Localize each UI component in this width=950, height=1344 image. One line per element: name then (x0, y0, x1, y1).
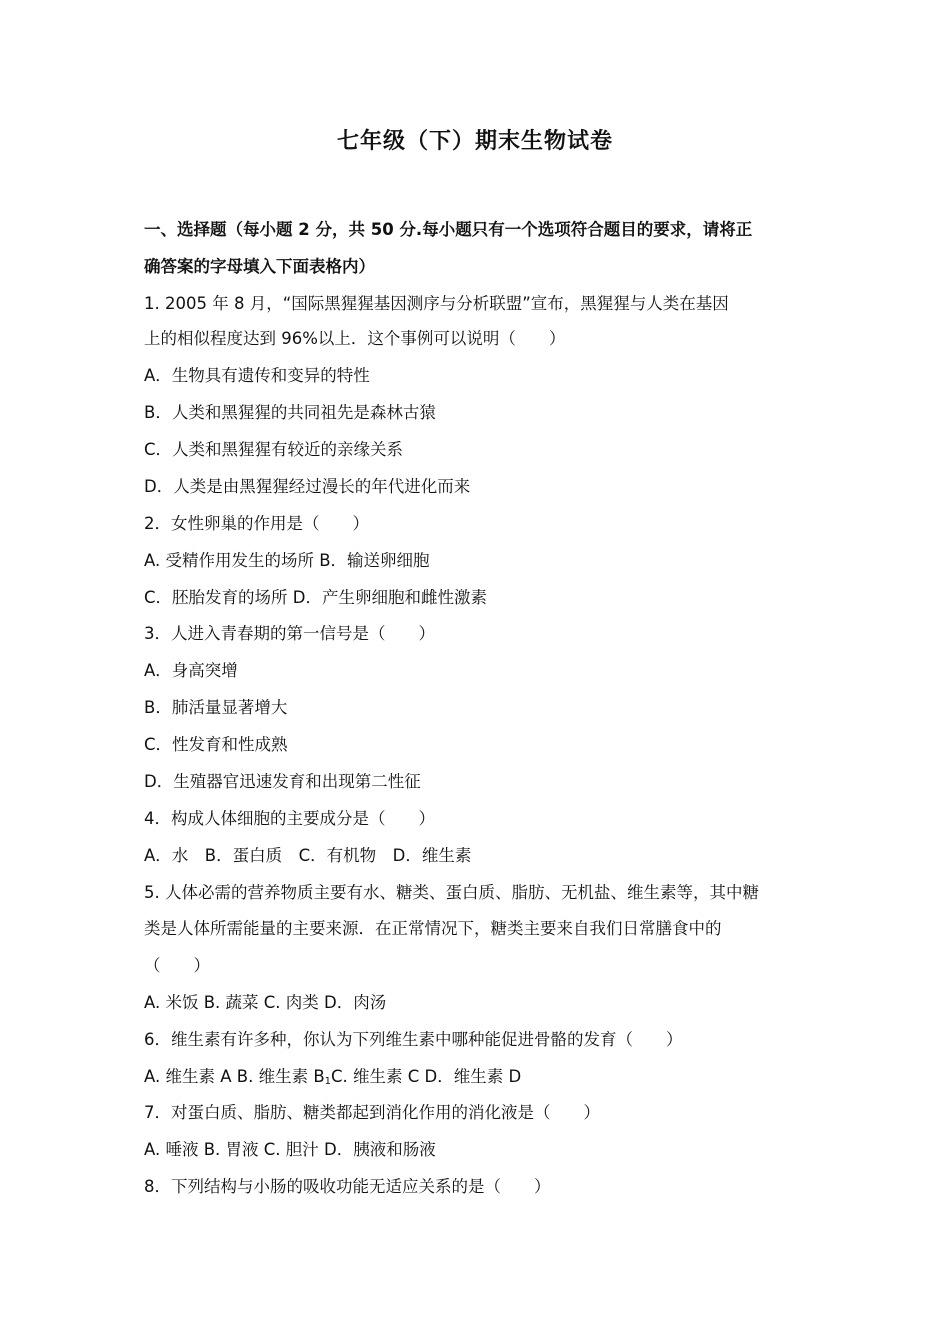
q2-options-line-1: A. 受精作用发生的场所 B．输送卵细胞 (144, 551, 430, 570)
q7-options: A. 唾液 B. 胃液 C. 胆汁 D．胰液和肠液 (144, 1140, 436, 1159)
q6-options-post: C. 维生素 C D．维生素 D (331, 1067, 522, 1086)
q2-options-line-2: C．胚胎发育的场所 D．产生卵细胞和雌性激素 (144, 588, 487, 607)
q1-stem-line-1: 1. 2005 年 8 月，“国际黑猩猩基因测序与分析联盟”宣布，黑猩猩与人类在基因 (144, 294, 729, 313)
q3-option-c: C．性发育和性成熟 (144, 735, 288, 754)
q1-stem-line-2: 上的相似程度达到 96%以上．这个事例可以说明（ ） (144, 329, 566, 348)
q7-stem: 7．对蛋白质、脂肪、糖类都起到消化作用的消化液是（ ） (144, 1103, 600, 1122)
q1-option-a: A．生物具有遗传和变异的特性 (144, 366, 370, 385)
q6-options-subscript: 1 (324, 1076, 332, 1087)
q3-option-a: A．身高突增 (144, 661, 238, 680)
q3-stem: 3．人进入青春期的第一信号是（ ） (144, 624, 435, 643)
q4-options: A．水 B．蛋白质 C．有机物 D．维生素 (144, 846, 472, 865)
q4-stem: 4．构成人体细胞的主要成分是（ ） (144, 809, 435, 828)
q5-stem-line-2: 类是人体所需能量的主要来源．在正常情况下，糖类主要来自我们日常膳食中的 (144, 919, 722, 938)
q1-option-d: D．人类是由黑猩猩经过漫长的年代进化而来 (144, 477, 471, 496)
q6-options-pre: A. 维生素 A B. 维生素 B (144, 1067, 325, 1086)
q6-options (144, 1065, 824, 1094)
q1-option-b: B．人类和黑猩猩的共同祖先是森林古猿 (144, 403, 436, 422)
q8-stem: 8．下列结构与小肠的吸收功能无适应关系的是（ ） (144, 1177, 551, 1196)
q6-stem: 6．维生素有许多种，你认为下列维生素中哪种能促进骨骼的发育（ ） (144, 1030, 683, 1049)
section-heading-line-2: 确答案的字母填入下面表格内） (144, 257, 375, 276)
q2-stem: 2．女性卵巢的作用是（ ） (144, 514, 369, 533)
section-heading-line-1: 一、选择题（每小题 2 分，共 50 分.每小题只有一个选项符合题目的要求，请将正 (144, 220, 753, 239)
q5-stem-line-3: （ ） (144, 956, 210, 975)
q5-options: A. 米饭 B. 蔬菜 C. 肉类 D．肉汤 (144, 993, 387, 1012)
q3-option-d: D．生殖器官迅速发育和出现第二性征 (144, 772, 421, 791)
q1-option-c: C．人类和黑猩猩有较近的亲缘关系 (144, 440, 404, 459)
q3-option-b: B．肺活量显著增大 (144, 698, 288, 717)
q5-stem-line-1: 5. 人体必需的营养物质主要有水、糖类、蛋白质、脂肪、无机盐、维生素等，其中糖 (144, 883, 759, 902)
page-title: 七年级（下）期末生物试卷 (336, 129, 613, 154)
